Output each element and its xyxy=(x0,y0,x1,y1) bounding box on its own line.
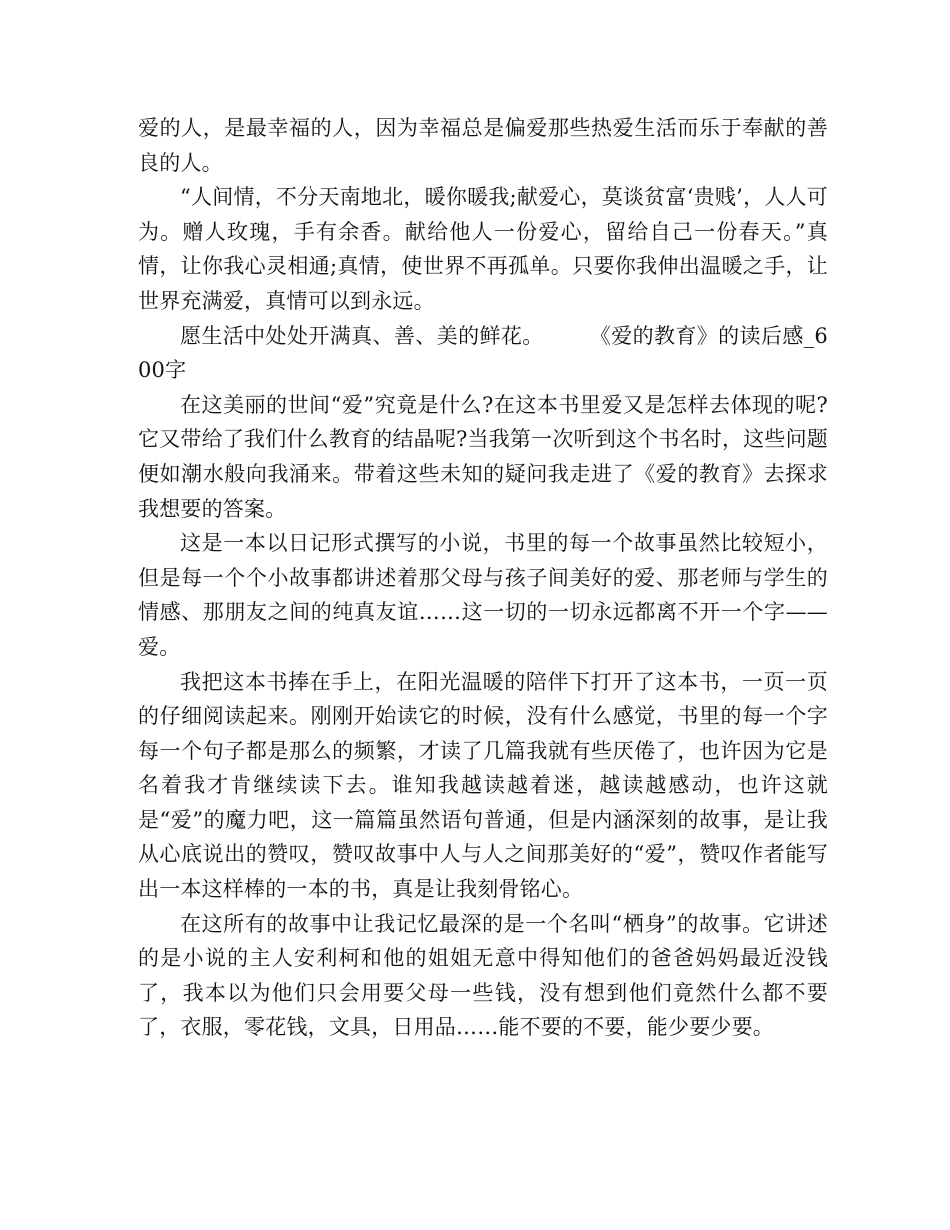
paragraph-3-text: 愿生活中处处开满真、善、美的鲜花。 xyxy=(180,323,544,348)
essay-title: 《爱的教育》的读后感_600字 xyxy=(138,323,828,383)
document-body xyxy=(138,111,828,1045)
paragraph-5: 这是一本以日记形式撰写的小说，书里的每一个故事虽然比较短小，但是每一个个小故事都讲述着那父母与孩子间美好的爱、那老师与学生的情感、那朋友之间的纯真友谊……这一切的一切永远都离不开一个字——爱。 xyxy=(138,531,828,659)
paragraph-2: “人间情，不分天南地北，暖你暖我;献爱心，莫谈贫富‘贵贱’，人人可为。赠人玫瑰，手有余香。献给他人一份爱心，留给自己一份春天。”真情，让你我心灵相通;真情，使世界不再孤单。只要你我伸出温暖之手，让世界充满爱，真情可以到永远。 xyxy=(138,185,828,313)
paragraph-4: 在这美丽的世间“爱”究竟是什么?在这本书里爱又是怎样去体现的呢?它又带给了我们什么教育的结晶呢?当我第一次听到这个书名时，这些问题便如潮水般向我涌来。带着这些未知的疑问我走进了《爱的教育》去探求我想要的答案。 xyxy=(138,392,828,521)
paragraph-6: 我把这本书捧在手上，在阳光温暖的陪伴下打开了这本书，一页一页的仔细阅读起来。刚刚开始读它的时候，没有什么感觉，书里的每一个字每一个句子都是那么的频繁，才读了几篇我就有些厌倦了，也许因为它是名着我才肯继续读下去。谁知我越读越着迷，越读越感动，也许这就是“爱”的魔力吧，这一篇篇虽然语句普通，但是内涵深刻的故事，是让我从心底说出的赞叹，赞叹故事中人与人之间那美好的“爱”，赞叹作者能写出一本这样棒的一本的书，真是让我刻骨铭心。 xyxy=(138,669,828,902)
paragraph-7: 在这所有的故事中让我记忆最深的是一个名叫“栖身”的故事。它讲述的是小说的主人安利柯和他的姐姐无意中得知他们的爸爸妈妈最近没钱了，我本以为他们只会用要父母一些钱，没有想到他们竟然什么都不要了，衣服，零花钱，文具，日用品……能不要的不要，能少要少要。 xyxy=(138,911,828,1040)
paragraph-3 xyxy=(138,319,828,388)
paragraph-1: 爱的人，是最幸福的人，因为幸福总是偏爱那些热爱生活而乐于奉献的善良的人。 xyxy=(138,116,828,175)
